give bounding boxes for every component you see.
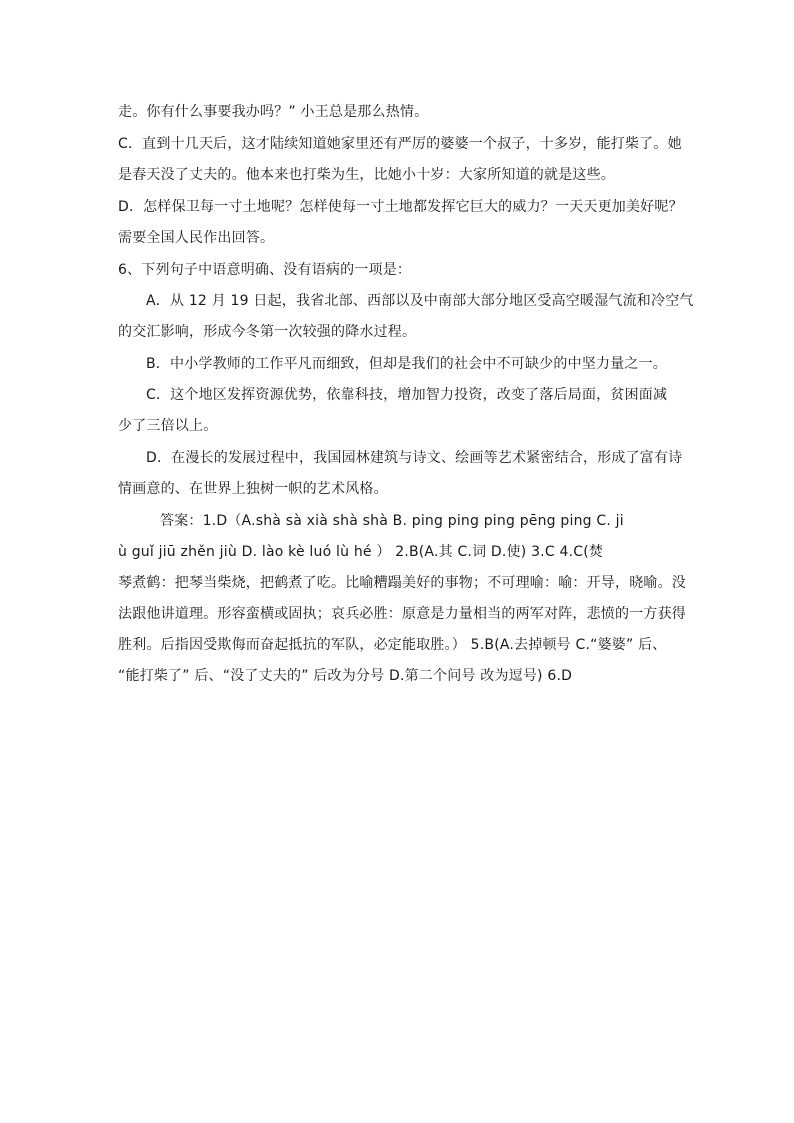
option-b: B．中小学教师的工作平凡而细致，但却是我们的社会中不可缺少的中坚力量之一。 (146, 356, 668, 372)
text-line: 的交汇影响，形成今冬第一次较强的降水过程。 (118, 324, 417, 340)
answer-line: ù guǐ jiū zhěn jiù D. lào kè luó lù hé ） 2.B(A.其 C.词 D.使) 3.C 4.C(焚 (118, 544, 604, 560)
answer-line: “能打柴了” 后、“没了丈夫的” 后改为分号 D.第二个问号 改为逗号) 6.D (118, 668, 573, 684)
answer-line: 答案：1.D（A.shà sà xià shà shà B. ping ping ping pēng ping C. ji (160, 513, 624, 529)
text-line: 情画意的、在世界上独树一帜的艺术风格。 (118, 481, 388, 497)
text-line: 是春天没了丈夫的。他本来也打柴为生，比她小十岁：大家所知道的就是这些。 (118, 167, 615, 183)
answer-line: 胜利。后指因受欺侮而奋起抵抗的军队，必定能取胜。） 5.B(A.去掉顿号 C.“婆婆” 后、 (118, 637, 667, 653)
option-d: D．在漫长的发展过程中，我国园林建筑与诗文、绘画等艺术紧密结合，形成了富有诗 (146, 450, 683, 466)
option-c: C．这个地区发挥资源优势，依靠科技，增加智力投资，改变了落后局面，贫困面减 (146, 387, 668, 403)
text-line: C．直到十几天后，这才陆续知道她家里还有严厉的婆婆一个叔子，十多岁，能打柴了。她 (118, 136, 682, 152)
text-line: 需要全国人民作出回答。 (118, 230, 275, 246)
answer-line: 琴煮鹤：把琴当柴烧，把鹤煮了吃。比喻糟蹋美好的事物；不可理喻：喻：开导，晓喻。没 (118, 575, 686, 591)
text-line: 走。你有什么事要我办吗？” 小王总是那么热情。 (118, 104, 429, 120)
question-heading: 6、下列句子中语意明确、没有语病的一项是： (118, 262, 412, 278)
option-a: A．从 12 月 19 日起，我省北部、西部以及中南部大部分地区受高空暖湿气流和冷空气 (146, 293, 694, 309)
text-line: D．怎样保卫每一寸土地呢？怎样使每一寸土地都发挥它巨大的威力？一天天更加美好呢？ (118, 199, 683, 215)
answer-line: 法跟他讲道理。形容蛮横或固执；哀兵必胜：原意是力量相当的两军对阵，悲愤的一方获得 (118, 606, 686, 622)
text-line: 少了三倍以上。 (118, 418, 218, 434)
